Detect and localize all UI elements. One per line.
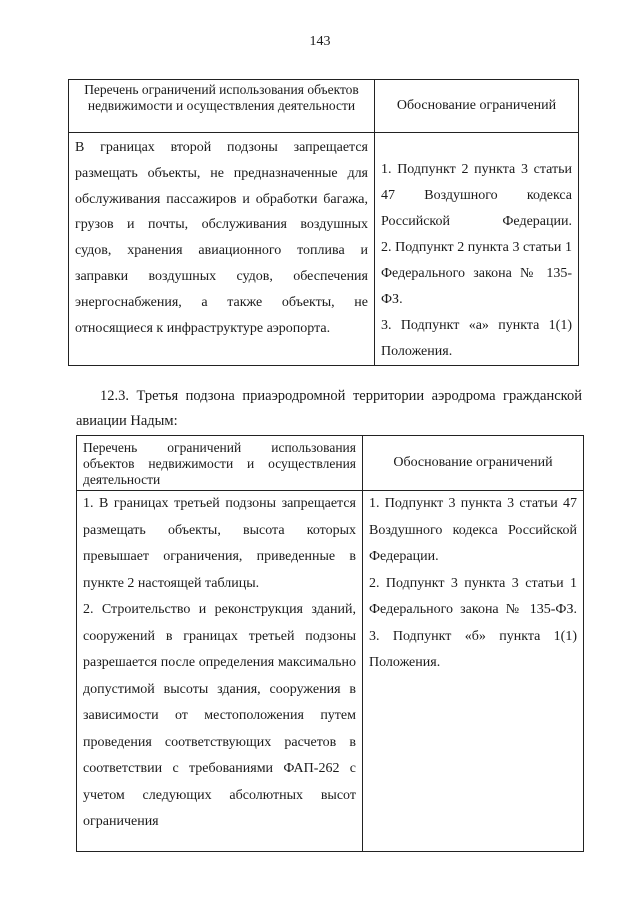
restriction-item: 1. В границах третьей подзоны запрещается размещать объекты, высота которых превышает ограничения, приведенные в пункте 2 настоящей таблицы. (83, 496, 356, 591)
section-heading-12-3: 12.3. Третья подзона приаэродромной территории аэродрома гражданской авиации Надым: (76, 388, 582, 429)
basis-item: 3. Подпункт «а» пункта 1(1) Положения. (381, 318, 572, 359)
restrictions-table-third-subzone (76, 435, 584, 852)
page-number: 143 (309, 34, 331, 49)
restrictions-table-second-subzone (68, 79, 579, 366)
basis-cell (375, 133, 579, 366)
header-restrictions-list: Перечень ограничений использования объектов недвижимости и осуществления деятельности (77, 436, 363, 491)
restriction-text: В границах второй подзоны запрещается размещать объекты, не предназначенные для обслуживания пассажиров и обработки багажа, грузов и почты, обслуживания воздушных судов, хранения авиационного топлива и заправки воздушных судов, обеспечения энергоснабжения, а также объекты, не относящиеся к инфраструктуре аэропорта. (75, 140, 368, 336)
header-restrictions-basis: Обоснование ограничений (375, 80, 579, 133)
table-header-row (69, 80, 579, 133)
basis-item: 2. Подпункт 3 пункта 3 статьи 1 Федерального закона № 135-ФЗ. (369, 575, 577, 617)
header-restrictions-basis: Обоснование ограничений (363, 436, 584, 491)
table-row (77, 491, 584, 852)
basis-item: 1. Подпункт 3 пункта 3 статьи 47 Воздушного кодекса Российской Федерации. (369, 496, 577, 564)
basis-item: 3. Подпункт «б» пункта 1(1) Положения. (369, 628, 577, 670)
table-row (69, 133, 579, 366)
restriction-item: 2. Строительство и реконструкция зданий, сооружений в границах третьей подзоны разрешается после определения максимально допустимой высоты здания, сооружения в зависимости от местоположения путем проведения соответствующих расчетов в соответствии с требованиями ФАП-262 с учетом следующих абсолютных высот ограничения (83, 602, 356, 829)
basis-cell (363, 491, 584, 852)
restriction-cell (69, 133, 375, 366)
restriction-cell (77, 491, 363, 852)
basis-item: 1. Подпункт 2 пункта 3 статьи 47 Воздушного кодекса Российской Федерации. (381, 162, 572, 229)
header-restrictions-list: Перечень ограничений использования объектов недвижимости и осуществления деятельности (69, 80, 375, 133)
table-header-row (77, 436, 584, 491)
basis-item: 2. Подпункт 2 пункта 3 статьи 1 Федерального закона № 135-ФЗ. (381, 240, 572, 307)
